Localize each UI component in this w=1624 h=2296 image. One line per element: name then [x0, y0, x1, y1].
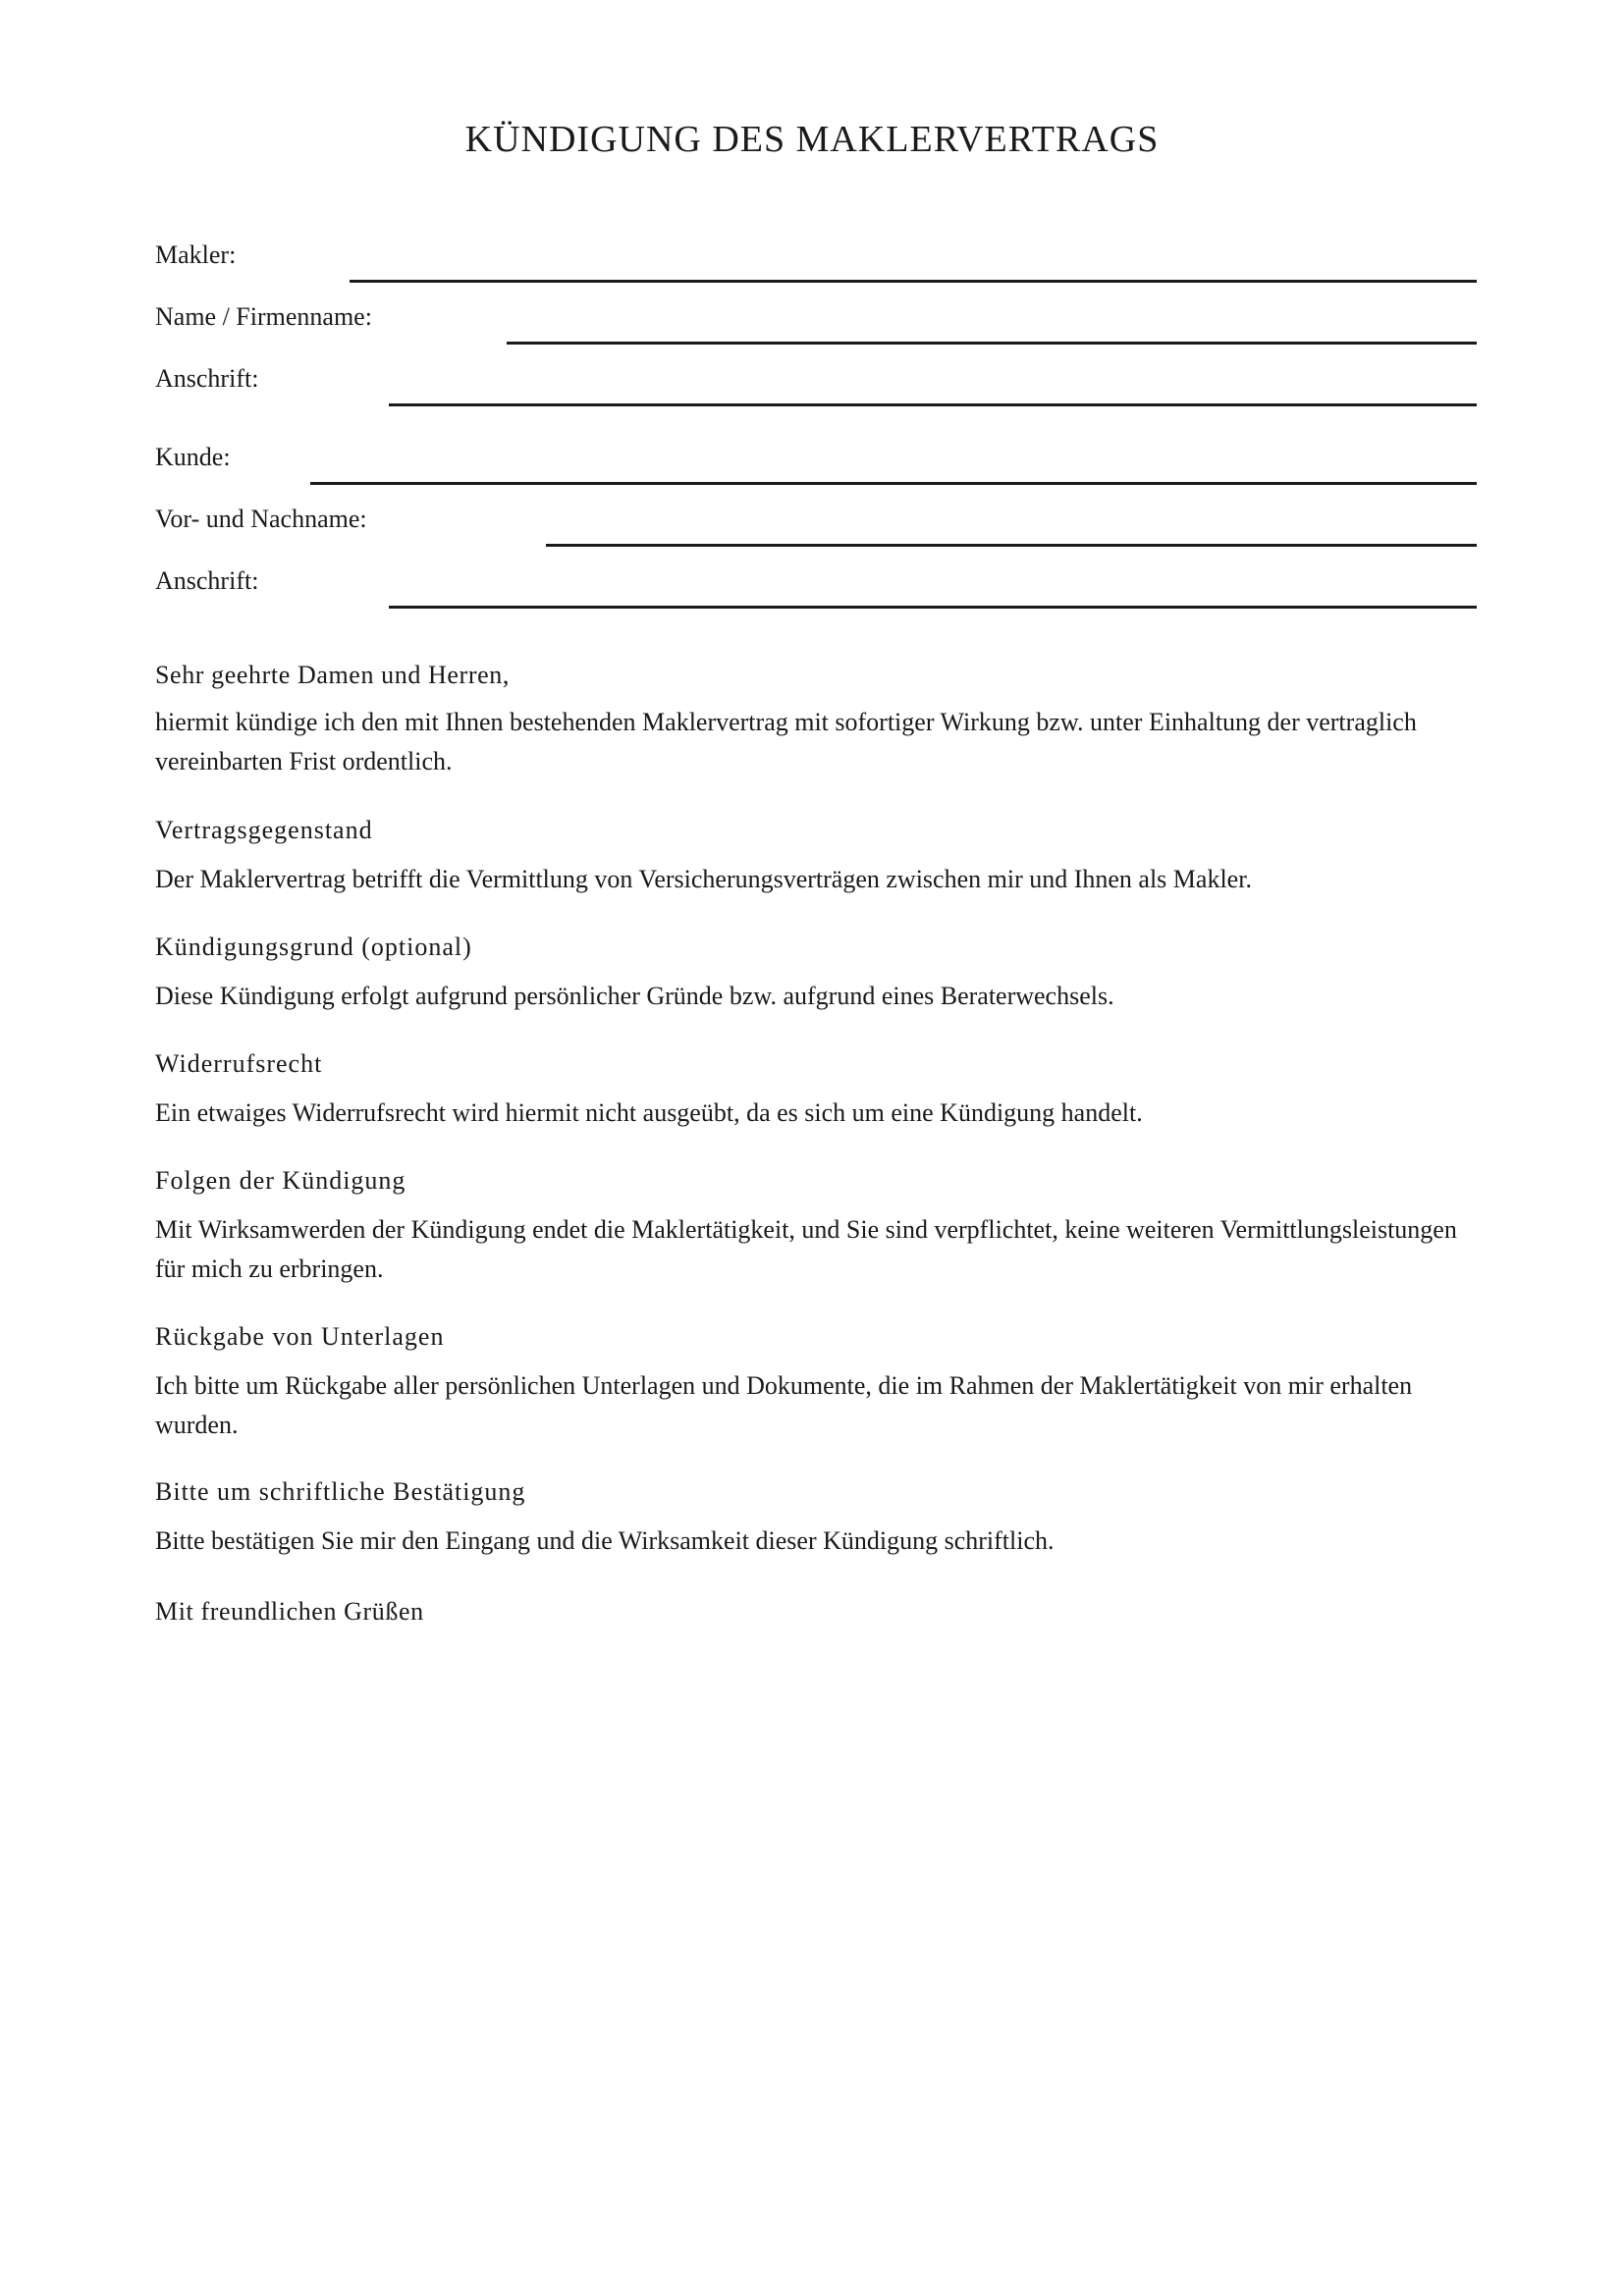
- intro-text: hiermit kündige ich den mit Ihnen bestehenden Maklervertrag mit sofortiger Wirkung bzw. unter Einhaltung der vertraglich vereinbarten Frist ordentlich.: [155, 708, 1417, 775]
- makler-name-field: [155, 297, 1477, 337]
- section-text: Der Maklervertrag betrifft die Vermittlung von Versicherungsverträgen zwischen mir und Ihnen als Makler.: [155, 865, 1252, 893]
- section-folgen: [155, 1161, 1477, 1289]
- section-heading: Widerrufsrecht: [155, 1049, 323, 1078]
- section-bestaetigung: [155, 1472, 1477, 1561]
- section-heading: Kündigungsgrund (optional): [155, 933, 472, 961]
- section-kuendigungsgrund: [155, 928, 1477, 1016]
- section-text: Diese Kündigung erfolgt aufgrund persönlicher Gründe bzw. aufgrund eines Beraterwechsels.: [155, 982, 1114, 1010]
- section-heading: Rückgabe von Unterlagen: [155, 1322, 445, 1351]
- makler-name-input-line[interactable]: [507, 342, 1477, 345]
- makler-field: [155, 236, 1477, 275]
- kunde-address-label: Anschrift:: [155, 566, 259, 595]
- kunde-field: [155, 438, 1477, 477]
- section-heading: Bitte um schriftliche Bestätigung: [155, 1477, 526, 1506]
- makler-name-label: Name / Firmenname:: [155, 302, 372, 331]
- section-text: Bitte bestätigen Sie mir den Eingang und die Wirksamkeit dieser Kündigung schriftlich.: [155, 1526, 1055, 1555]
- kunde-name-input-line[interactable]: [546, 544, 1477, 547]
- section-rueckgabe: [155, 1317, 1477, 1445]
- section-vertragsgegenstand: [155, 811, 1477, 899]
- makler-address-input-line[interactable]: [389, 403, 1477, 406]
- section-text: Ich bitte um Rückgabe aller persönlichen Unterlagen und Dokumente, die im Rahmen der Maklertätigkeit von mir erhalten wurden.: [155, 1371, 1413, 1439]
- kunde-address-input-line[interactable]: [389, 606, 1477, 609]
- makler-address-field: [155, 359, 1477, 399]
- kunde-name-field: [155, 500, 1477, 539]
- section-text: Mit Wirksamwerden der Kündigung endet die Maklertätigkeit, und Sie sind verpflichtet, keine weiteren Vermittlungsleistungen für mich zu erbringen.: [155, 1215, 1457, 1283]
- section-widerrufsrecht: [155, 1044, 1477, 1133]
- kunde-address-field: [155, 561, 1477, 601]
- section-heading: Vertragsgegenstand: [155, 816, 373, 844]
- kunde-label: Kunde:: [155, 443, 231, 471]
- makler-label: Makler:: [155, 240, 237, 269]
- makler-address-label: Anschrift:: [155, 364, 259, 393]
- kunde-name-label: Vor- und Nachname:: [155, 505, 367, 533]
- section-heading: Folgen der Kündigung: [155, 1166, 406, 1195]
- kunde-input-line[interactable]: [310, 482, 1477, 485]
- intro-paragraph: [155, 703, 1477, 781]
- closing: Mit freundlichen Grüßen: [155, 1597, 424, 1626]
- section-text: Ein etwaiges Widerrufsrecht wird hiermit nicht ausgeübt, da es sich um eine Kündigung handelt.: [155, 1098, 1143, 1127]
- makler-input-line[interactable]: [350, 280, 1477, 283]
- salutation: Sehr geehrte Damen und Herren,: [155, 661, 510, 689]
- page-title: KÜNDIGUNG DES MAKLERVERTRAGS: [464, 119, 1160, 160]
